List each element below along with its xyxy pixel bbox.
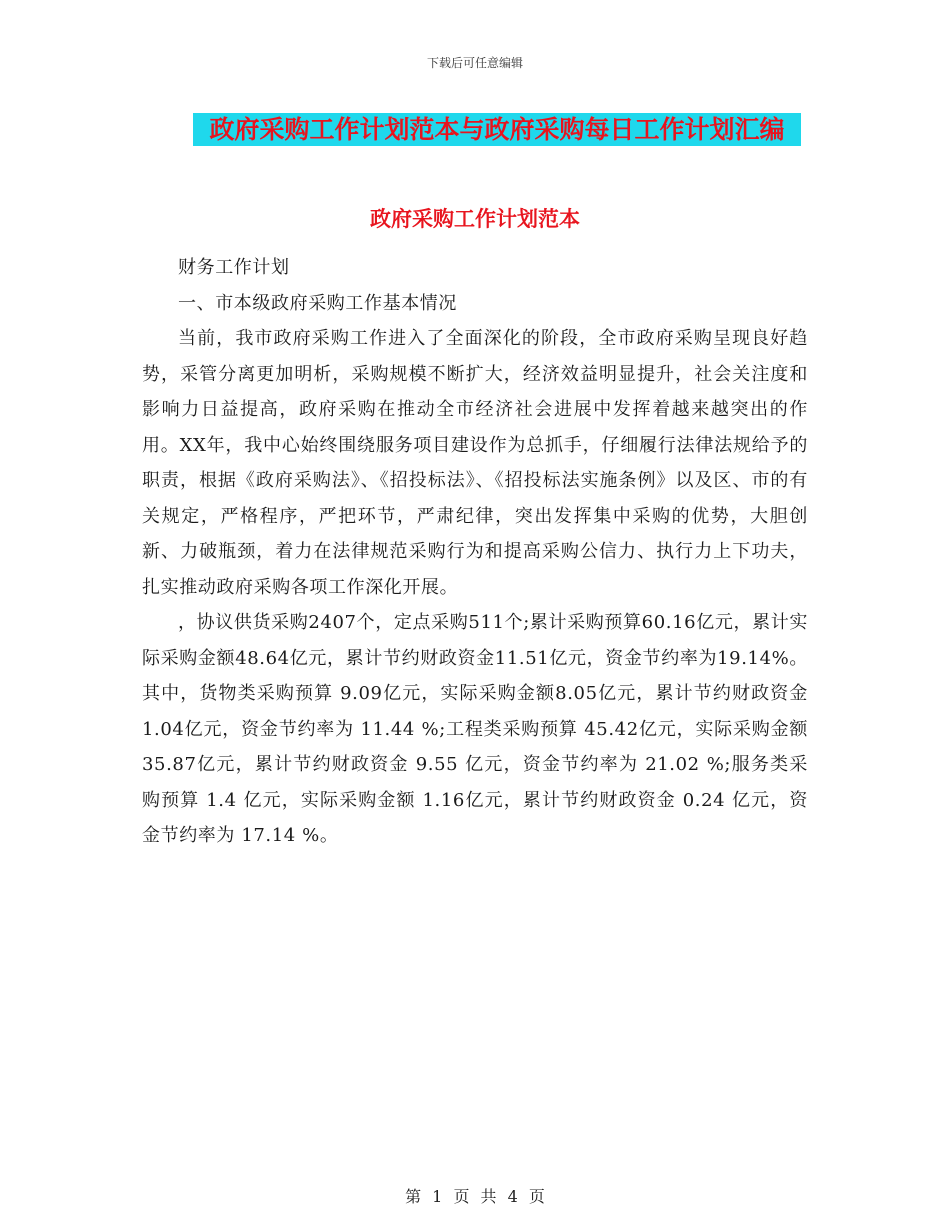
- document-body: [142, 250, 808, 854]
- paragraph-section-heading: 一、市本级政府采购工作基本情况: [178, 292, 457, 314]
- paragraph-heading: 财务工作计划: [178, 257, 290, 278]
- header-note: 下载后可任意编辑: [426, 56, 523, 70]
- document-title: 政府采购工作计划范本与政府采购每日工作计划汇编: [193, 113, 801, 146]
- paragraph-statistics: ，协议供货采购2407个，定点采购511个;累计采购预算60.16亿元，累计实际采购金额48.64亿元，累计节约财政资金11.51亿元，资金节约率为19.14%。其中，货物类采购预算 9.09亿元，实际采购金额8.05亿元，累计节约财政资金1.04亿元，资金节约率为 11.44 %;工程类采购预算 45.42亿元，实际采购金额35.87亿元，累计节约财政资金 9.55 亿元，资金节约率为 21.02 %;服务类采购预算 1.4 亿元，实际采购金额 1.16亿元，累计节约财政资金 0.24 亿元，资金节约率为 17.14 %。: [142, 612, 808, 846]
- paragraph-overview: 当前，我市政府采购工作进入了全面深化的阶段，全市政府采购呈现良好趋势，采管分离更加明析，采购规模不断扩大，经济效益明显提升，社会关注度和影响力日益提高，政府采购在推动全市经济社会进展中发挥着越来越突出的作用。XX年，我中心始终围绕服务项目建设作为总抓手，仔细履行法律法规给予的职责，根据《政府采购法》、《招投标法》、《招投标法实施条例》以及区、市的有关规定，严格程序，严把环节，严肃纪律，突出发挥集中采购的优势，大胆创新、力破瓶颈，着力在法律规范采购行为和提高采购公信力、执行力上下功夫，扎实推动政府采购各项工作深化开展。: [142, 328, 808, 598]
- page-number: 第 1 页 共 4 页: [405, 1187, 545, 1206]
- section-title: 政府采购工作计划范本: [370, 206, 580, 231]
